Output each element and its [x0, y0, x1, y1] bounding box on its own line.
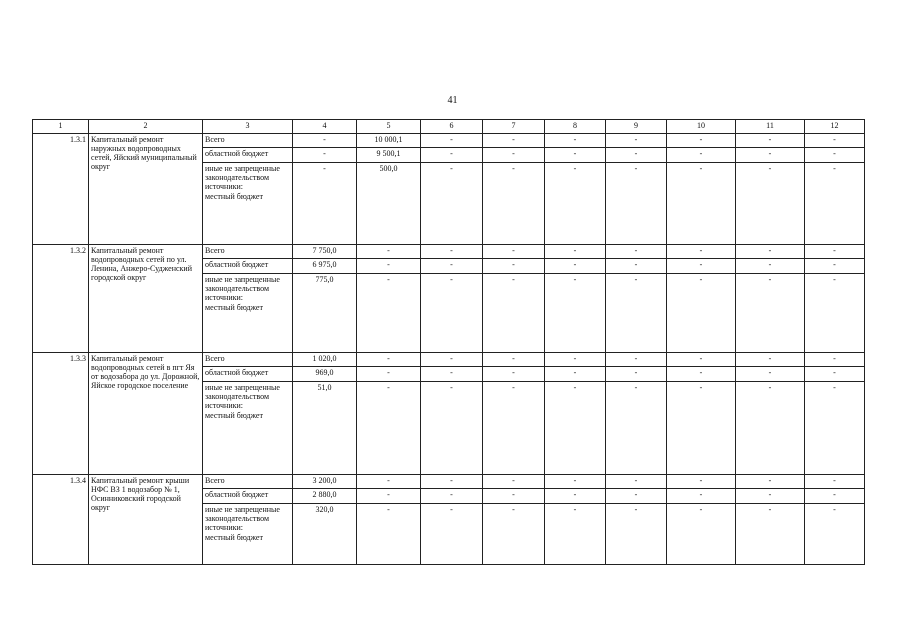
header-cell: 7	[483, 120, 545, 134]
value-cell: -	[667, 274, 736, 353]
funding-source: областной бюджет	[203, 148, 293, 163]
item-number: 1.3.4	[33, 475, 89, 565]
value-cell: -	[805, 353, 865, 367]
value-cell: -	[421, 475, 483, 489]
value-cell: -	[421, 163, 483, 245]
header-cell: 6	[421, 120, 483, 134]
value-cell: -	[357, 259, 421, 274]
value-cell: -	[357, 367, 421, 382]
value-cell: -	[736, 353, 805, 367]
value-cell: -	[421, 353, 483, 367]
value-cell: 2 880,0	[293, 489, 357, 504]
funding-source: областной бюджет	[203, 489, 293, 504]
value-cell: -	[545, 475, 606, 489]
page-number: 41	[447, 95, 458, 106]
value-cell: -	[606, 148, 667, 163]
item-number: 1.3.3	[33, 353, 89, 475]
header-cell: 2	[89, 120, 203, 134]
value-cell: -	[667, 259, 736, 274]
funding-source-sublabel: местный бюджет	[205, 533, 263, 542]
value-cell: -	[293, 134, 357, 148]
value-cell: -	[483, 382, 545, 475]
value-cell: -	[606, 367, 667, 382]
value-cell: -	[736, 504, 805, 565]
value-cell: -	[483, 148, 545, 163]
value-cell: -	[606, 489, 667, 504]
header-cell: 10	[667, 120, 736, 134]
value-cell: -	[357, 245, 421, 259]
header-cell: 1	[33, 120, 89, 134]
value-cell: -	[483, 134, 545, 148]
table-header-row	[33, 120, 865, 134]
value-cell: 775,0	[293, 274, 357, 353]
value-cell: -	[483, 475, 545, 489]
value-cell: -	[606, 274, 667, 353]
value-cell: -	[421, 245, 483, 259]
header-cell: 12	[805, 120, 865, 134]
value-cell: -	[736, 475, 805, 489]
value-cell: -	[606, 382, 667, 475]
value-cell: -	[805, 367, 865, 382]
funding-source: Всего	[203, 475, 293, 489]
value-cell: -	[805, 259, 865, 274]
funding-source-label: иные не запрещенные законодательством источники:	[205, 383, 280, 410]
value-cell: -	[545, 245, 606, 259]
header-cell: 3	[203, 120, 293, 134]
value-cell: -	[667, 489, 736, 504]
value-cell: -	[421, 148, 483, 163]
item-description: Капитальный ремонт крыши НФС ВЗ 1 водозабор № 1, Осинниковский городской округ	[89, 475, 203, 565]
value-cell: -	[293, 163, 357, 245]
value-cell: 10 000,1	[357, 134, 421, 148]
value-cell: -	[805, 148, 865, 163]
value-cell: -	[667, 134, 736, 148]
budget-table	[32, 119, 865, 565]
funding-source	[203, 382, 293, 475]
value-cell: -	[805, 489, 865, 504]
value-cell: -	[606, 353, 667, 367]
value-cell: -	[545, 489, 606, 504]
funding-source-label: иные не запрещенные законодательством источники:	[205, 505, 280, 532]
value-cell: -	[483, 163, 545, 245]
value-cell: 3 200,0	[293, 475, 357, 489]
value-cell: -	[805, 504, 865, 565]
value-cell: -	[667, 353, 736, 367]
funding-source-label: иные не запрещенные законодательством источники:	[205, 275, 280, 302]
value-cell: -	[545, 367, 606, 382]
value-cell: -	[421, 489, 483, 504]
value-cell: -	[545, 504, 606, 565]
value-cell: -	[421, 259, 483, 274]
item-description: Капитальный ремонт водопроводных сетей в пгт Яя от водозабора до ул. Дорожной, Яйское городское поселение	[89, 353, 203, 475]
value-cell: -	[667, 163, 736, 245]
value-cell: 1 020,0	[293, 353, 357, 367]
value-cell: -	[545, 259, 606, 274]
value-cell: -	[606, 259, 667, 274]
item-number: 1.3.1	[33, 134, 89, 245]
funding-source-sublabel: местный бюджет	[205, 192, 263, 201]
value-cell: -	[606, 245, 667, 259]
header-cell: 9	[606, 120, 667, 134]
value-cell: -	[293, 148, 357, 163]
value-cell: -	[421, 504, 483, 565]
value-cell: -	[736, 134, 805, 148]
header-cell: 11	[736, 120, 805, 134]
table-row	[33, 475, 865, 489]
value-cell: -	[545, 382, 606, 475]
value-cell: -	[805, 163, 865, 245]
value-cell: -	[667, 148, 736, 163]
value-cell: -	[421, 367, 483, 382]
value-cell: -	[606, 475, 667, 489]
value-cell: -	[805, 134, 865, 148]
value-cell: -	[736, 382, 805, 475]
value-cell: -	[483, 245, 545, 259]
value-cell: -	[736, 163, 805, 245]
value-cell: -	[736, 245, 805, 259]
value-cell: -	[667, 382, 736, 475]
value-cell: -	[736, 148, 805, 163]
table-row	[33, 353, 865, 367]
value-cell: -	[483, 259, 545, 274]
value-cell: -	[421, 382, 483, 475]
value-cell: -	[545, 134, 606, 148]
funding-source: Всего	[203, 353, 293, 367]
funding-source	[203, 274, 293, 353]
value-cell: -	[667, 475, 736, 489]
value-cell: -	[736, 274, 805, 353]
funding-source	[203, 504, 293, 565]
value-cell: -	[545, 148, 606, 163]
value-cell: -	[545, 163, 606, 245]
funding-source-sublabel: местный бюджет	[205, 303, 263, 312]
value-cell: -	[606, 163, 667, 245]
value-cell: 320,0	[293, 504, 357, 565]
value-cell: -	[483, 367, 545, 382]
header-cell: 5	[357, 120, 421, 134]
funding-source: Всего	[203, 245, 293, 259]
value-cell: -	[357, 382, 421, 475]
value-cell: -	[606, 134, 667, 148]
value-cell: -	[357, 353, 421, 367]
table-row	[33, 245, 865, 259]
funding-source: Всего	[203, 134, 293, 148]
funding-source-sublabel: местный бюджет	[205, 411, 263, 420]
value-cell: -	[357, 274, 421, 353]
value-cell: -	[357, 489, 421, 504]
value-cell: -	[483, 489, 545, 504]
funding-source: областной бюджет	[203, 259, 293, 274]
value-cell: -	[545, 353, 606, 367]
value-cell: -	[667, 367, 736, 382]
value-cell: 9 500,1	[357, 148, 421, 163]
value-cell: -	[667, 504, 736, 565]
value-cell: -	[606, 504, 667, 565]
value-cell: -	[736, 489, 805, 504]
value-cell: -	[483, 274, 545, 353]
value-cell: -	[357, 504, 421, 565]
funding-source-label: иные не запрещенные законодательством источники:	[205, 164, 280, 191]
item-description: Капитальный ремонт водопроводных сетей по ул. Ленина, Анжеро-Судженский городской округ	[89, 245, 203, 353]
item-number: 1.3.2	[33, 245, 89, 353]
value-cell: -	[805, 274, 865, 353]
header-cell: 4	[293, 120, 357, 134]
value-cell: -	[421, 134, 483, 148]
value-cell: 500,0	[357, 163, 421, 245]
funding-source	[203, 163, 293, 245]
value-cell: 6 975,0	[293, 259, 357, 274]
value-cell: -	[805, 382, 865, 475]
value-cell: -	[483, 504, 545, 565]
value-cell: -	[357, 475, 421, 489]
value-cell: -	[421, 274, 483, 353]
value-cell: 969,0	[293, 367, 357, 382]
value-cell: 7 750,0	[293, 245, 357, 259]
funding-source: областной бюджет	[203, 367, 293, 382]
value-cell: -	[736, 259, 805, 274]
item-description: Капитальный ремонт наружных водопроводных сетей, Яйский муниципальный округ	[89, 134, 203, 245]
value-cell: -	[483, 353, 545, 367]
value-cell: 51,0	[293, 382, 357, 475]
header-cell: 8	[545, 120, 606, 134]
value-cell: -	[667, 245, 736, 259]
value-cell: -	[805, 475, 865, 489]
table-row	[33, 134, 865, 148]
value-cell: -	[545, 274, 606, 353]
value-cell: -	[736, 367, 805, 382]
value-cell: -	[805, 245, 865, 259]
